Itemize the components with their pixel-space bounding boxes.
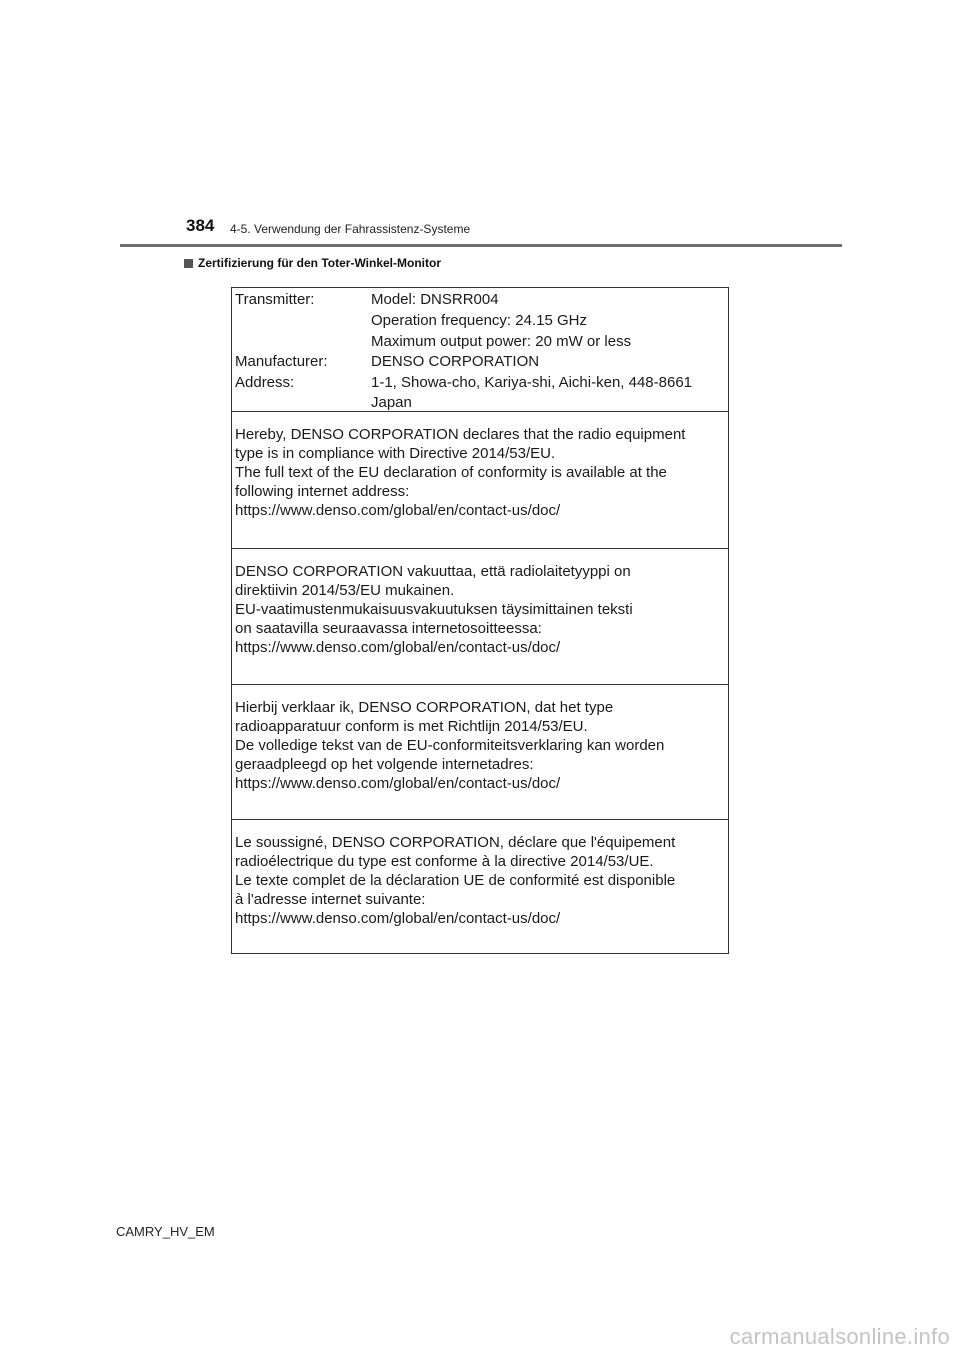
detail-row (235, 372, 692, 393)
declaration-line: on saatavilla seuraavassa internetosoitteessa: (235, 620, 542, 637)
declaration-dutch (232, 685, 728, 820)
declaration-text (235, 698, 664, 793)
declaration-url: https://www.denso.com/global/en/contact-us/doc/ (235, 502, 561, 519)
declaration-finnish (232, 549, 728, 685)
detail-value: Japan (371, 394, 412, 411)
detail-row (235, 331, 631, 352)
declaration-text (235, 562, 633, 657)
footer-model-code: CAMRY_HV_EM (116, 1224, 215, 1239)
detail-label: Address: (235, 374, 295, 391)
declaration-line: De volledige tekst van de EU-conformiteitsverklaring kan worden (235, 737, 665, 754)
detail-row (235, 289, 499, 310)
detail-row (235, 392, 412, 413)
chapter-title: 4-5. Verwendung der Fahrassistenz-Systeme (230, 222, 471, 236)
declaration-line: type is in compliance with Directive 2014/53/EU. (235, 445, 556, 462)
detail-label: Manufacturer: (235, 353, 328, 370)
declaration-url: https://www.denso.com/global/en/contact-us/doc/ (235, 775, 561, 792)
declaration-line: à l'adresse internet suivante: (235, 891, 426, 908)
detail-row (235, 351, 539, 372)
detail-label: Transmitter: (235, 291, 315, 308)
declaration-line: Le soussigné, DENSO CORPORATION, déclare que l'équipement (235, 834, 676, 851)
detail-value: Operation frequency: 24.15 GHz (371, 312, 587, 329)
device-details-section (232, 288, 728, 412)
section-heading-text: Zertifizierung für den Toter-Winkel-Monitor (198, 256, 441, 270)
detail-value: DENSO CORPORATION (371, 353, 540, 370)
page-number: 384 (186, 216, 215, 235)
declaration-line: Hereby, DENSO CORPORATION declares that the radio equipment (235, 426, 686, 443)
declaration-text (235, 833, 675, 928)
declaration-text (235, 425, 685, 520)
watermark: carmanualsonline.info (729, 1324, 950, 1349)
square-bullet-icon (184, 259, 193, 268)
declaration-url: https://www.denso.com/global/en/contact-us/doc/ (235, 910, 561, 927)
declaration-line: EU-vaatimustenmukaisuusvakuutuksen täysimittainen teksti (235, 601, 633, 618)
declaration-line: Le texte complet de la déclaration UE de conformité est disponible (235, 872, 676, 889)
section-heading (184, 256, 441, 270)
declaration-url: https://www.denso.com/global/en/contact-us/doc/ (235, 639, 561, 656)
declaration-line: following internet address: (235, 483, 410, 500)
declaration-line: The full text of the EU declaration of conformity is available at the (235, 464, 667, 481)
header-divider (120, 244, 842, 247)
declaration-line: radioélectrique du type est conforme à la directive 2014/53/UE. (235, 853, 654, 870)
declaration-line: Hierbij verklaar ik, DENSO CORPORATION, dat het type (235, 699, 614, 716)
certification-box (231, 287, 729, 954)
declaration-line: DENSO CORPORATION vakuuttaa, että radiolaitetyyppi on (235, 563, 631, 580)
declaration-french (232, 820, 728, 952)
detail-value: Maximum output power: 20 mW or less (371, 333, 632, 350)
detail-value: 1-1, Showa-cho, Kariya-shi, Aichi-ken, 448-8661 (371, 374, 693, 391)
detail-row (235, 310, 587, 331)
detail-value: Model: DNSRR004 (371, 291, 499, 308)
declaration-line: geraadpleegd op het volgende internetadres: (235, 756, 534, 773)
declaration-line: radioapparatuur conform is met Richtlijn 2014/53/EU. (235, 718, 588, 735)
declaration-english (232, 412, 728, 549)
declaration-line: direktiivin 2014/53/EU mukainen. (235, 582, 455, 599)
